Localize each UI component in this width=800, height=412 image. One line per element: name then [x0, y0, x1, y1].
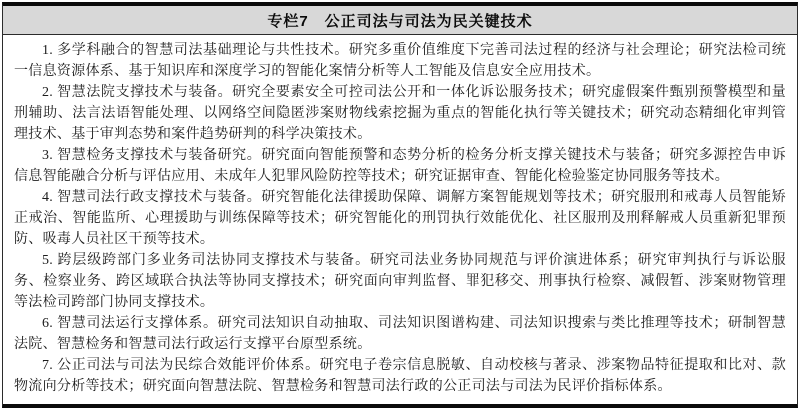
tech-item-7: 7. 公正司法与司法为民综合效能评价体系。研究电子卷宗信息脱敏、自动校核与著录、涉案物品特征提取和比对、款物流向分析等技术；研究面向智慧法院、智慧检务和智慧司法行政的公正司法与司法为民评价指标体系。 [14, 358, 786, 394]
tech-item-6: 6. 智慧司法运行支撑体系。研究司法知识自动抽取、司法知识图谱构建、司法知识搜索与类比推理等技术；研制智慧法院、智慧检务和智慧司法行政运行支撑平台原型系统。 [14, 316, 786, 352]
key-tech-column-panel [2, 2, 798, 408]
panel-body [3, 35, 797, 404]
tech-item-5: 5. 跨层级跨部门多业务司法协同支撑技术与装备。研究司法业务协同规范与评价演进体系；研究审判执行与诉讼服务、检察业务、跨区域联合执法等协同支撑技术；研究面向审判监督、罪犯移交、刑事执行检察、减假暂、涉案财物管理等法检司跨部门协同支撑技术。 [14, 253, 786, 310]
panel-title: 专栏7 公正司法与司法为民关键技术 [267, 13, 533, 30]
panel-header [3, 6, 797, 35]
tech-item-4: 4. 智慧司法行政支撑技术与装备。研究智能化法律援助保障、调解方案智能规划等技术；研究服刑和戒毒人员智能矫正戒治、智能监所、心理援助与训练保障等技术；研究智能化的刑罚执行效能优化、社区服刑及刑释解戒人员重新犯罪预防、吸毒人员社区干预等技术。 [14, 190, 786, 247]
tech-item-1: 1. 多学科融合的智慧司法基础理论与共性技术。研究多重价值维度下完善司法过程的经济与社会理论；研究法检司统一信息资源体系、基于知识库和深度学习的智能化案情分析等人工智能及信息安全应用技术。 [14, 43, 786, 79]
tech-item-3: 3. 智慧检务支撑技术与装备研究。研究面向智能预警和态势分析的检务分析支撑关键技术与装备；研究多源控告申诉信息智能融合分析与评估应用、未成年人犯罪风险防控等技术；研究证据审查、智能化检验鉴定协同服务等技术。 [14, 148, 786, 184]
tech-item-2: 2. 智慧法院支撑技术与装备。研究全要素安全可控司法公开和一体化诉讼服务技术；研究虚假案件甄别预警模型和量刑辅助、法言法语智能处理、以网络空间隐匿涉案财物线索挖掘为重点的智能化执行等关键技术；研究动态精细化审判管理技术、基于审判态势和案件趋势研判的科学决策技术。 [14, 85, 786, 142]
